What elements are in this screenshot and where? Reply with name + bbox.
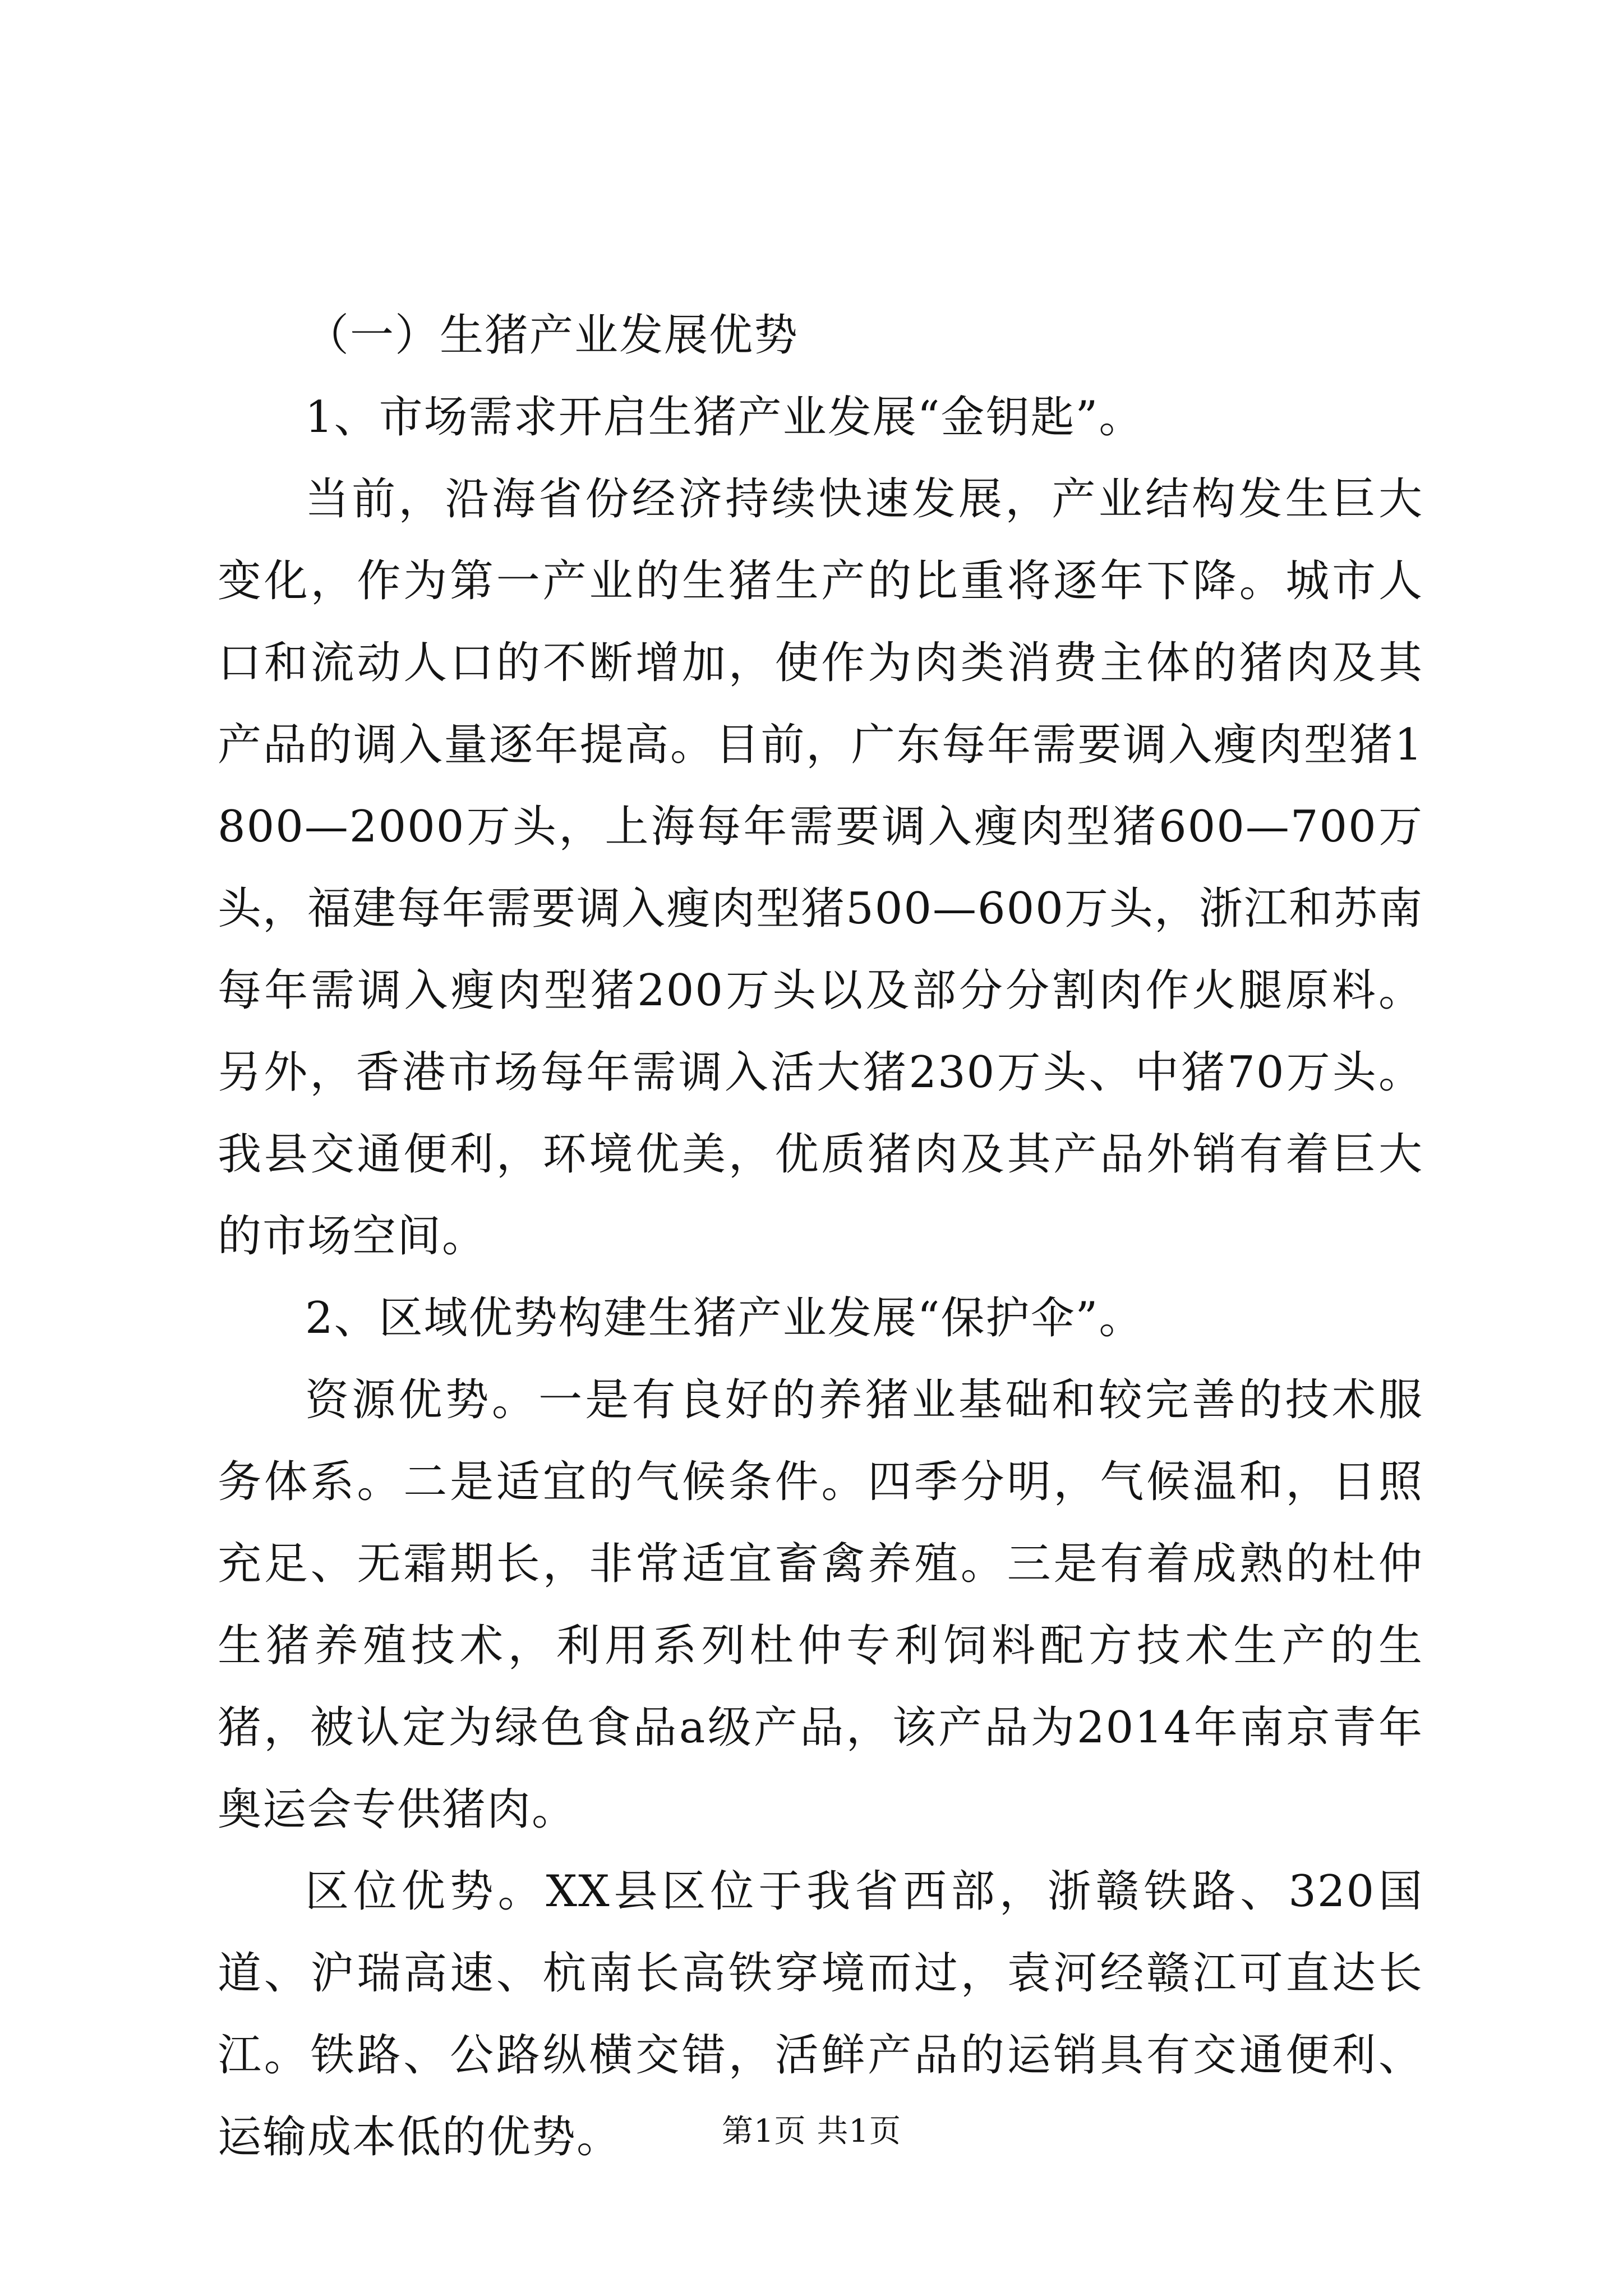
paragraph-location-advantage: 区位优势。XX县区位于我省西部，浙赣铁路、320国道、沪瑞高速、杭南长高铁穿境而过，袁河经赣江可直达长江。铁路、公路纵横交错，活鲜产品的运销具有交通便利、运输成本低的优势。: [218, 1866, 1423, 2162]
section-heading: （一）生猪产业发展优势: [305, 310, 799, 361]
paragraph-market-demand: 当前，沿海省份经济持续快速发展，产业结构发生巨大变化，作为第一产业的生猪生产的比重将逐年下降。城市人口和流动人口的不断增加，使作为肉类消费主体的猪肉及其产品的调入量逐年提高。目前，广东每年需要调入瘦肉型猪1800—2000万头，上海每年需要调入瘦肉型猪600—700万头，福建每年需要调入瘦肉型猪500—600万头，浙江和苏南每年需调入瘦肉型猪200万头以及部分分割肉作火腿原料。另外，香港市场每年需调入活大猪230万头、中猪70万头。我县交通便利，环境优美，优质猪肉及其产品外销有着巨大的市场空间。: [218, 474, 1423, 1262]
subsection-heading-regional-advantage: 2、区域优势构建生猪产业发展“保护伞”。: [305, 1293, 1144, 1343]
paragraph-resource-advantage: 资源优势。一是有良好的养猪业基础和较完善的技术服务体系。二是适宜的气候条件。四季分明，气候温和，日照充足、无霜期长，非常适宜畜禽养殖。三是有着成熟的杜仲生猪养殖技术，利用系列杜仲专利饲料配方技术生产的生猪，被认定为绿色食品a级产品，该产品为2014年南京青年奥运会专供猪肉。: [218, 1375, 1423, 1835]
subsection-heading-market-demand: 1、市场需求开启生猪产业发展“金钥匙”。: [305, 392, 1144, 443]
document-body: [218, 295, 1423, 2178]
page-number-footer: 第1页 共1页: [721, 2113, 902, 2150]
